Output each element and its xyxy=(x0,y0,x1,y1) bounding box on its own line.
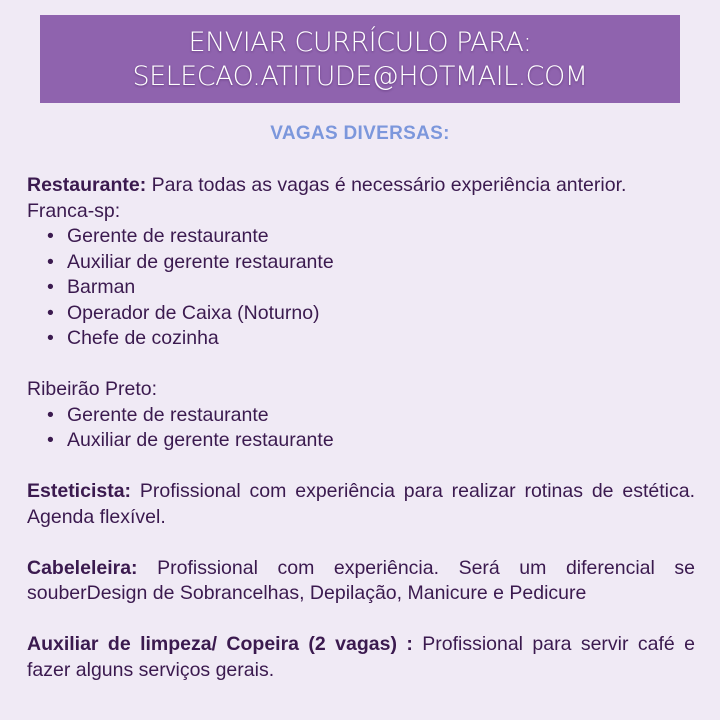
restaurante-section xyxy=(27,173,695,199)
cabeleleira-section xyxy=(27,556,695,607)
esteticista-section xyxy=(27,479,695,530)
esteticista-title: Esteticista: xyxy=(27,480,132,502)
cabeleleira-description: Profissional com experiência. Será um diferencial se souberDesign de Sobrancelhas, Depilação, Manicure e Pedicure xyxy=(27,556,695,604)
section-subtitle: VAGAS DIVERSAS: xyxy=(270,123,450,144)
franca-job-list xyxy=(27,224,695,352)
list-item: • Gerente de restaurante xyxy=(47,224,695,250)
list-item: • Auxiliar de gerente restaurante xyxy=(47,428,695,454)
header-line-1: ENVIAR CURRÍCULO PARA: xyxy=(188,27,532,58)
restaurante-title: Restaurante: xyxy=(27,174,147,196)
franca-label: Franca-sp: xyxy=(27,199,121,222)
header-banner xyxy=(40,15,680,103)
list-item: • Barman xyxy=(47,275,695,301)
auxiliar-limpeza-description: Profissional para servir café e fazer alguns serviços gerais. xyxy=(27,633,696,681)
list-item: • Gerente de restaurante xyxy=(47,403,695,429)
auxiliar-limpeza-title: Auxiliar de limpeza/ Copeira (2 vagas) : xyxy=(27,633,413,655)
cabeleleira-title: Cabeleleira: xyxy=(27,556,138,579)
list-item: • Chefe de cozinha xyxy=(47,326,695,352)
header-email: SELECAO.ATITUDE@HOTMAIL.COM xyxy=(132,61,588,92)
ribeirao-label: Ribeirão Preto: xyxy=(27,378,158,400)
list-item: • Auxiliar de gerente restaurante xyxy=(47,250,695,276)
esteticista-description: Profissional com experiência para realizar rotinas de estética. Agenda flexível. xyxy=(27,480,695,528)
list-item: • Operador de Caixa (Noturno) xyxy=(47,301,695,327)
job-listings xyxy=(27,173,695,683)
auxiliar-limpeza-section xyxy=(27,632,695,683)
ribeirao-job-list xyxy=(27,403,695,454)
restaurante-description: Para todas as vagas é necessário experiência anterior. xyxy=(146,174,627,196)
